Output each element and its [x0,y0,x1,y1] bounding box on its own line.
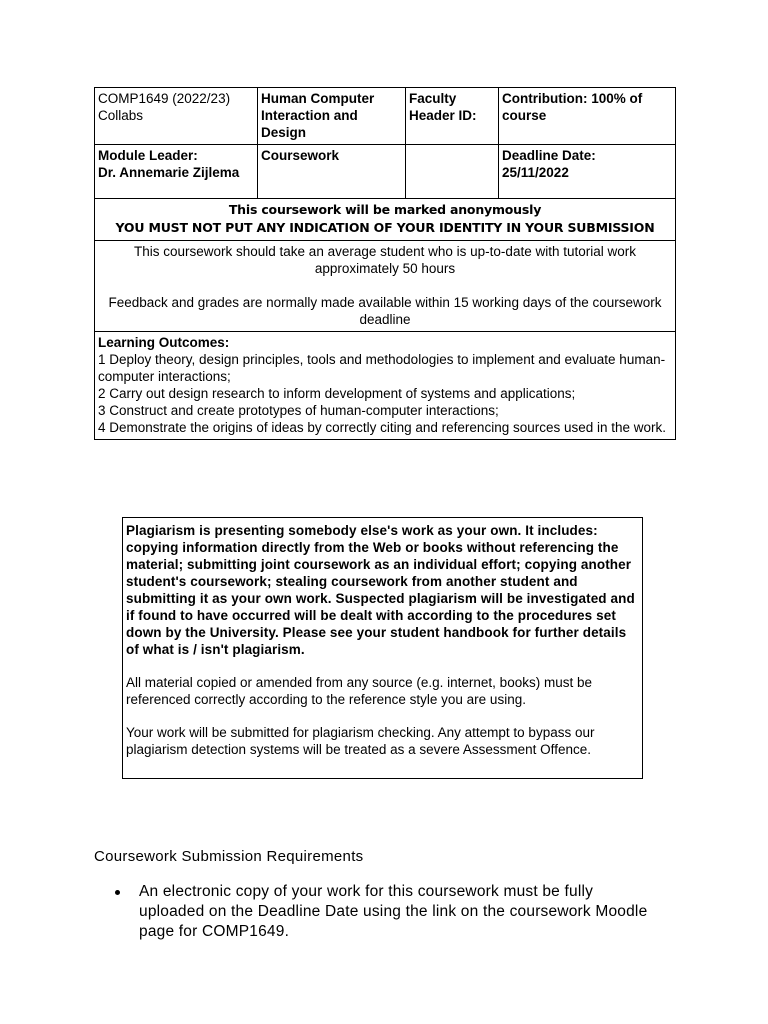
learning-outcome: 3 Construct and create prototypes of human-computer interactions; [98,403,499,418]
anonymous-line-1: This coursework will be marked anonymously [228,202,542,217]
learning-outcome: 1 Deploy theory, design principles, tools and methodologies to implement and evaluate human- computer interactions; [98,352,666,384]
module-code: COMP1649 (2022/23) [98,91,231,106]
module-title: Human Computer Interaction and Design [258,88,406,145]
submission-requirements-list [112,882,652,942]
bullet-icon [115,890,120,895]
module-subtitle: Collabs [98,108,144,123]
learning-outcomes [95,332,676,440]
referencing-note: All material copied or amended from any source (e.g. internet, books) must be referenced correctly according to the reference style you are using. [126,675,592,707]
deadline-label: Deadline Date: [502,148,596,163]
requirement-text: An electronic copy of your work for this coursework must be fully uploaded on the Deadline Date using the link on the coursework Moodle page for COMP1649. [139,883,648,940]
table-row [95,199,676,241]
plagiarism-box [122,517,643,779]
plagiarism-check-note: Your work will be submitted for plagiarism checking. Any attempt to bypass our plagiarism detection systems will be treated as a severe Assessment Offence. [126,725,595,757]
table-row [95,332,676,440]
plagiarism-definition: Plagiarism is presenting somebody else's work as your own. It includes: copying information directly from the Web or books without referencing the material; submitting joint coursework as an individual effort; copying another student's coursework; stealing coursework from another student and submitting it as your own work. Suspected plagiarism will be investigated and if found to have occurred will be dealt with according to the procedures set down by the University. Please see your student handbook for further details of what is / isn't plagiarism. [126,523,635,657]
deadline-value: 25/11/2022 [502,165,569,180]
module-leader-cell [95,145,258,199]
faculty-header-value [406,145,499,199]
workload-info [95,241,676,332]
learning-outcome: 4 Demonstrate the origins of ideas by correctly citing and referencing sources used in the work. [98,420,667,435]
module-leader-name: Dr. Annemarie Zijlema [98,165,240,180]
table-row [95,88,676,145]
table-row [95,241,676,332]
deadline-cell [499,145,676,199]
contribution: Contribution: 100% of course [499,88,676,145]
feedback-text: Feedback and grades are normally made available within 15 working days of the coursework deadline [108,295,662,327]
assessment-type: Coursework [258,145,406,199]
anonymous-line-2: YOU MUST NOT PUT ANY INDICATION OF YOUR IDENTITY IN YOUR SUBMISSION [115,220,655,235]
learning-outcome: 2 Carry out design research to inform development of systems and applications; [98,386,576,401]
faculty-header-label: Faculty Header ID: [406,88,499,145]
table-row [95,145,676,199]
module-code-cell [95,88,258,145]
effort-text: This coursework should take an average student who is up-to-date with tutorial work approximately 50 hours [133,244,636,276]
anonymous-notice [95,199,676,241]
learning-outcomes-title: Learning Outcomes: [98,335,230,350]
module-leader-label: Module Leader: [98,148,198,163]
submission-requirements-heading: Coursework Submission Requirements [94,848,364,865]
list-item [112,882,652,942]
coursework-header-table [94,87,676,440]
